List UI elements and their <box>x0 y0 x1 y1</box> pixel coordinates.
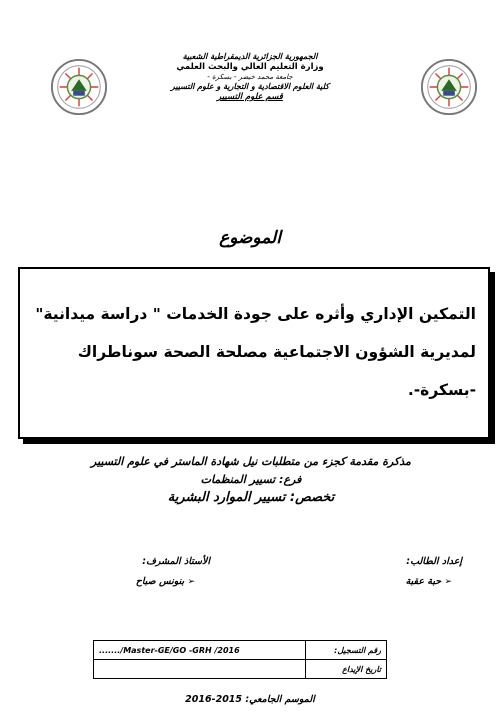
student-label: إعداد الطالب: <box>406 556 462 567</box>
academic-year: الموسم الجامعي: 2015-2016 <box>185 694 315 705</box>
deposit-date-row <box>94 660 387 679</box>
deposit-date-value <box>94 660 306 679</box>
registration-table <box>93 640 387 679</box>
arrow-bullet-icon: ➢ <box>187 577 195 587</box>
university-logo-right <box>420 58 478 120</box>
republic-name: الجمهورية الجزائرية الديمقراطية الشعبية <box>182 52 318 61</box>
registration-label: رقم التسجيل: <box>305 641 386 660</box>
department-name: قسم علوم التسيير <box>217 92 283 102</box>
thesis-title-line-2: لمديرية الشؤون الاجتماعية مصلحة الصحة سوناطراك -بسكرة-. <box>77 343 476 399</box>
student-name: حبة عقبة <box>405 576 442 587</box>
supervisor-name: بنونس صباح <box>135 576 185 587</box>
supervisor-label: الأستاذ المشرف: <box>142 556 210 567</box>
university-name: جامعة محمد خيضر - بسكرة - <box>207 73 293 81</box>
topic-heading: الموضوع <box>219 228 281 248</box>
memo-purpose: مذكرة مقدمة كجزء من متطلبات نيل شهادة الماستر في علوم التسيير <box>91 455 411 468</box>
institution-header <box>120 52 380 102</box>
faculty-name: كلية العلوم الاقتصادية و التجارية و علوم التسيير <box>170 82 330 91</box>
registration-row <box>94 641 387 660</box>
university-seal-icon <box>420 58 478 116</box>
deposit-date-label: تاريخ الإيداع <box>305 660 386 679</box>
arrow-bullet-icon: ➢ <box>444 577 452 587</box>
university-logo-left <box>50 58 108 120</box>
thesis-title-box <box>18 267 490 439</box>
thesis-title <box>32 295 476 409</box>
thesis-title-line-1: التمكين الإداري وأثره على جودة الخدمات " دراسة ميدانية" <box>35 305 476 323</box>
registration-number: ......./Master-GE/GO -GRH /2016 <box>94 641 306 660</box>
supervisor-name-row <box>136 576 195 587</box>
student-name-row <box>406 576 452 587</box>
memo-specialty: تخصص: تسيير الموارد البشرية <box>167 490 335 505</box>
ministry-name: وزارة التعليم العالي والبحث العلمي <box>176 62 324 72</box>
memo-branch: فرع: تسيير المنظمات <box>200 473 302 486</box>
university-seal-icon <box>50 58 108 116</box>
